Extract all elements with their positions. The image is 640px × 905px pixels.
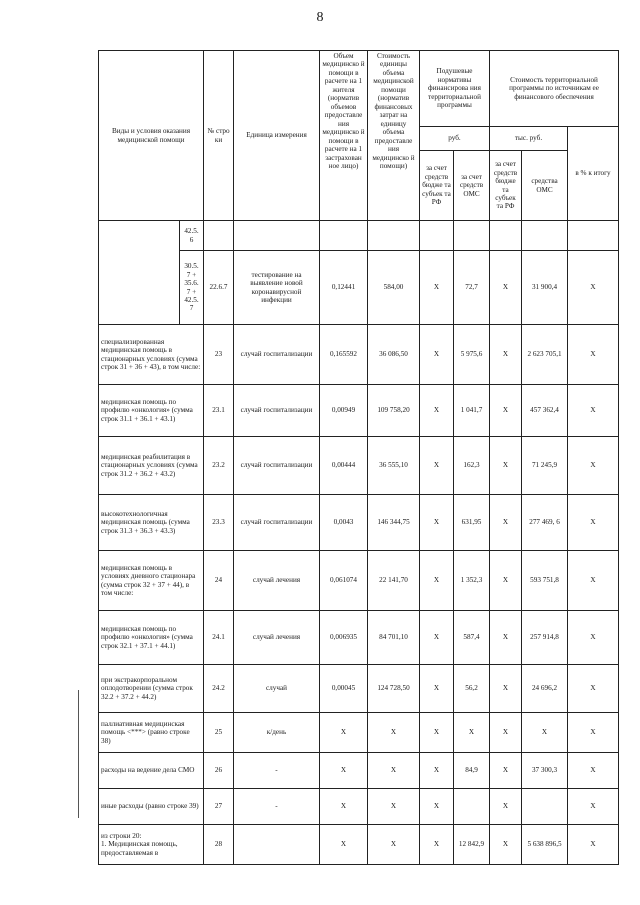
cell-no: 23	[204, 325, 234, 385]
cell-cost: X	[368, 753, 420, 789]
cell-volume: 0,00045	[320, 665, 368, 713]
cell-cost-budget: X	[490, 611, 522, 665]
cell-cost-budget: X	[490, 753, 522, 789]
cell-percent	[568, 221, 619, 251]
cell-volume: 0,006935	[320, 611, 368, 665]
cell-volume: 0,165592	[320, 325, 368, 385]
financing-table	[98, 50, 619, 865]
cell-unit: -	[234, 753, 320, 789]
cell-norm-budget: X	[420, 825, 454, 865]
cell-no: 22.6.7	[204, 251, 234, 325]
header-program-cost: Стоимость территориальной программы по источникам ее финансового обеспечения	[490, 51, 619, 127]
cell-norm-oms: 1 352,3	[454, 551, 490, 611]
table-row	[99, 825, 619, 865]
cell-no: 23.2	[204, 437, 234, 495]
cell-type: специализированная медицинская помощь в стационарных условиях (сумма строк 31 + 36 + 43), в том числе:	[99, 325, 204, 385]
cell-cost: 22 141,70	[368, 551, 420, 611]
table-row	[99, 221, 619, 251]
cell-cost-oms	[522, 789, 568, 825]
cell-type: расходы на ведение дела СМО	[99, 753, 204, 789]
header-thous-rub: тыс. руб.	[490, 127, 568, 151]
cell-percent: X	[568, 753, 619, 789]
cell-volume: X	[320, 713, 368, 753]
cell-no: 26	[204, 753, 234, 789]
cell-norm-budget: X	[420, 437, 454, 495]
cell-no: 23.1	[204, 385, 234, 437]
header-norm-oms: за счет средств ОМС	[454, 151, 490, 221]
cell-cost-oms: 2 623 705,1	[522, 325, 568, 385]
cell-norm-budget: X	[420, 551, 454, 611]
cell-unit: случай госпитализации	[234, 495, 320, 551]
header-norms: Подушевые нормативы финансирова ния территориальной программы	[420, 51, 490, 127]
cell-type: медицинская реабилитация в стационарных условиях (сумма строк 31.2 + 36.2 + 43.2)	[99, 437, 204, 495]
cell-percent: X	[568, 713, 619, 753]
cell-norm-budget: X	[420, 665, 454, 713]
cell-cost	[368, 221, 420, 251]
cell-cost-oms: X	[522, 713, 568, 753]
cell-cost: X	[368, 825, 420, 865]
cell-cost-oms: 277 469, 6	[522, 495, 568, 551]
cell-cost: 146 344,75	[368, 495, 420, 551]
cell-unit: к/день	[234, 713, 320, 753]
cell-no: 27	[204, 789, 234, 825]
cell-cost: 124 728,50	[368, 665, 420, 713]
cell-cost-budget: X	[490, 665, 522, 713]
cell-volume: 0,12441	[320, 251, 368, 325]
cell-unit: случай	[234, 665, 320, 713]
cell-cost-oms: 257 914,8	[522, 611, 568, 665]
cell-type: из строки 20: 1. Медицинская помощь, предоставляемая в	[99, 825, 204, 865]
cell-no: 28	[204, 825, 234, 865]
cell-unit: случай госпитализации	[234, 385, 320, 437]
header-type: Виды и условия оказания медицинской помощи	[99, 51, 204, 221]
cell-norm-budget: X	[420, 611, 454, 665]
cell-percent: X	[568, 251, 619, 325]
cell-cost-oms: 5 638 896,5	[522, 825, 568, 865]
header-row-number: № стро ки	[204, 51, 234, 221]
cell-no: 24.1	[204, 611, 234, 665]
cell-type: медицинская помощь по профилю «онкология» (сумма строк 31.1 + 36.1 + 43.1)	[99, 385, 204, 437]
cell-unit: тестирование на выявление новой коронавирусной инфекции	[234, 251, 320, 325]
cell-norm-budget: X	[420, 713, 454, 753]
cell-cost: X	[368, 713, 420, 753]
table-row	[99, 385, 619, 437]
margin-mark	[78, 690, 79, 818]
table-row	[99, 753, 619, 789]
cell-norm-budget: X	[420, 325, 454, 385]
cell-subno: 30.5. 7 + 35.6. 7 + 42.5. 7	[180, 251, 204, 325]
cell-percent: X	[568, 385, 619, 437]
header-rub: руб.	[420, 127, 490, 151]
header-cost: Стоимость единицы объема медицинской помощи (норматив финансовых затрат на единицу объема предоставле ния медицинско й помощи)	[368, 51, 420, 221]
cell-cost-budget: X	[490, 825, 522, 865]
cell-unit: -	[234, 789, 320, 825]
cell-cost: 109 758,20	[368, 385, 420, 437]
cell-unit	[234, 825, 320, 865]
header-volume: Объем медицинско й помощи в расчете на 1 жителя (норматив объемов предоставле ния медицинско й помощи в расчете на 1 застрахован ное лицо)	[320, 51, 368, 221]
cell-no	[204, 221, 234, 251]
cell-norm-oms: 72,7	[454, 251, 490, 325]
cell-percent: X	[568, 325, 619, 385]
cell-type: медицинская помощь в условиях дневного стационара (сумма строк 32 + 37 + 44), в том числе:	[99, 551, 204, 611]
cell-volume: 0,061074	[320, 551, 368, 611]
cell-cost-budget: X	[490, 551, 522, 611]
cell-cost: X	[368, 789, 420, 825]
table-row	[99, 789, 619, 825]
cell-unit: случай госпитализации	[234, 325, 320, 385]
cell-percent: X	[568, 665, 619, 713]
cell-cost-budget: X	[490, 437, 522, 495]
cell-volume: 0,0043	[320, 495, 368, 551]
header-percent: в % к итогу	[568, 127, 619, 221]
page-number: 8	[316, 10, 324, 25]
table-row	[99, 325, 619, 385]
cell-unit: случай лечения	[234, 611, 320, 665]
cell-no: 23.3	[204, 495, 234, 551]
header-cost-oms: средства ОМС	[522, 151, 568, 221]
table-row	[99, 437, 619, 495]
cell-cost-budget: X	[490, 385, 522, 437]
cell-percent: X	[568, 611, 619, 665]
cell-cost-oms	[522, 221, 568, 251]
table-row	[99, 551, 619, 611]
cell-norm-budget	[420, 221, 454, 251]
cell-cost-budget: X	[490, 789, 522, 825]
cell-volume	[320, 221, 368, 251]
cell-type: при экстракорпоральном оплодотворении (сумма строк 32.2 + 37.2 + 44.2)	[99, 665, 204, 713]
cell-cost: 84 701,10	[368, 611, 420, 665]
table-row	[99, 665, 619, 713]
cell-norm-budget: X	[420, 753, 454, 789]
cell-cost: 36 555,10	[368, 437, 420, 495]
cell-norm-oms	[454, 789, 490, 825]
cell-norm-oms: 162,3	[454, 437, 490, 495]
cell-cost-oms: 593 751,8	[522, 551, 568, 611]
cell-percent: X	[568, 789, 619, 825]
cell-cost-budget: X	[490, 325, 522, 385]
cell-subno: 42.5. 6	[180, 221, 204, 251]
cell-norm-oms: 1 041,7	[454, 385, 490, 437]
table-row	[99, 495, 619, 551]
cell-type: высокотехнологичная медицинская помощь (сумма строк 31.3 + 36.3 + 43.3)	[99, 495, 204, 551]
cell-cost-oms: 24 696,2	[522, 665, 568, 713]
cell-percent: X	[568, 495, 619, 551]
cell-percent: X	[568, 437, 619, 495]
cell-norm-oms: 84,9	[454, 753, 490, 789]
cell-volume: 0,00444	[320, 437, 368, 495]
cell-cost-oms: 37 300,3	[522, 753, 568, 789]
cell-no: 24.2	[204, 665, 234, 713]
cell-volume: 0,00949	[320, 385, 368, 437]
cell-norm-oms	[454, 221, 490, 251]
cell-unit: случай лечения	[234, 551, 320, 611]
cell-no: 24	[204, 551, 234, 611]
header-unit: Единица измерения	[234, 51, 320, 221]
cell-norm-budget: X	[420, 789, 454, 825]
cell-percent: X	[568, 551, 619, 611]
cell-no: 25	[204, 713, 234, 753]
cell-cost: 584,00	[368, 251, 420, 325]
cell-cost-budget: X	[490, 713, 522, 753]
cell-norm-oms: 12 842,9	[454, 825, 490, 865]
table-body	[99, 221, 619, 865]
cell-norm-oms: 587,4	[454, 611, 490, 665]
cell-cost-oms: 31 900,4	[522, 251, 568, 325]
cell-volume: X	[320, 789, 368, 825]
cell-type	[99, 221, 180, 325]
cell-norm-oms: 631,95	[454, 495, 490, 551]
cell-norm-budget: X	[420, 251, 454, 325]
cell-norm-oms: X	[454, 713, 490, 753]
header-cost-budget: за счет средств бюдже та субъек та РФ	[490, 151, 522, 221]
cell-cost-oms: 457 362,4	[522, 385, 568, 437]
cell-type: паллиативная медицинская помощь <***> (равно строке 38)	[99, 713, 204, 753]
cell-cost-budget: X	[490, 495, 522, 551]
cell-norm-budget: X	[420, 385, 454, 437]
table-row	[99, 713, 619, 753]
cell-cost-oms: 71 245,9	[522, 437, 568, 495]
cell-norm-oms: 56,2	[454, 665, 490, 713]
cell-volume: X	[320, 753, 368, 789]
cell-percent: X	[568, 825, 619, 865]
cell-unit	[234, 221, 320, 251]
cell-volume: X	[320, 825, 368, 865]
cell-norm-oms: 5 975,6	[454, 325, 490, 385]
header-norm-budget: за счет средств бюдже та субъек та РФ	[420, 151, 454, 221]
cell-norm-budget: X	[420, 495, 454, 551]
cell-unit: случай госпитализации	[234, 437, 320, 495]
cell-type: медицинская помощь по профилю «онкология» (сумма строк 32.1 + 37.1 + 44.1)	[99, 611, 204, 665]
cell-cost-budget: X	[490, 251, 522, 325]
cell-type: иные расходы (равно строке 39)	[99, 789, 204, 825]
table-row	[99, 611, 619, 665]
table-header	[99, 51, 619, 221]
cell-cost: 36 086,50	[368, 325, 420, 385]
cell-cost-budget	[490, 221, 522, 251]
